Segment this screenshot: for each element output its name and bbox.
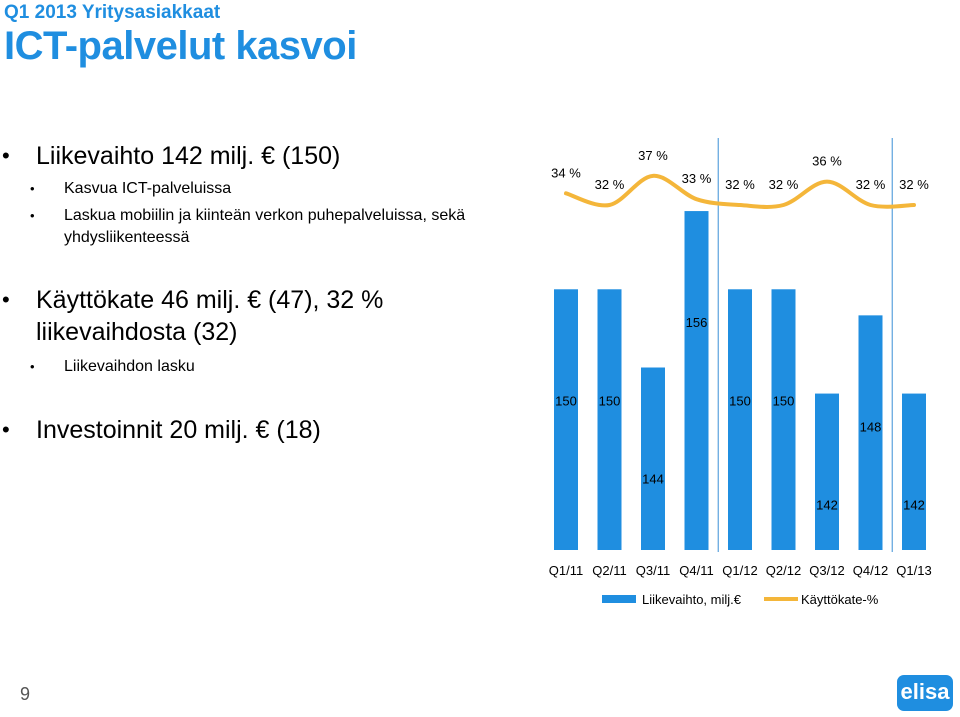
ebitda-percent-label: 37 % [638, 147, 668, 163]
ebitda-percent-label: 34 % [551, 165, 581, 181]
revenue-ebitda-chart [520, 130, 950, 620]
revenue-bar-label: 142 [903, 497, 925, 513]
category-label: Q4/12 [852, 563, 889, 578]
ebitda-percent-label: 32 % [725, 177, 755, 192]
category-label: Q1/13 [896, 563, 932, 578]
bullet-ebitda: • Käyttökate 46 milj. € (47), 32 % liikevaihdosta (32) [0, 284, 506, 348]
revenue-bar [598, 289, 622, 550]
page-number: 9 [20, 684, 31, 704]
bullet-ebitda-sub1: • Liikevaihdon lasku [0, 356, 524, 378]
revenue-bar [902, 394, 926, 550]
category-label: Q2/11 [592, 563, 627, 578]
revenue-bar-label: 150 [729, 393, 751, 409]
legend-revenue-label: Liikevaihto, milj.€ [642, 592, 741, 607]
category-label: Q1/11 [548, 563, 584, 578]
ebitda-percent-label: 36 % [812, 153, 842, 169]
category-label: Q2/12 [765, 563, 802, 578]
revenue-bar [772, 289, 796, 550]
bullet-revenue: • Liikevaihto 142 milj. € (150) [0, 140, 506, 172]
revenue-bar-label: 150 [555, 393, 577, 409]
revenue-bar-label: 142 [816, 497, 838, 513]
page-title: ICT-palvelut kasvoi [4, 24, 357, 68]
revenue-bar [685, 211, 709, 550]
ebitda-percent-label: 33 % [681, 171, 712, 187]
section-subtitle: Q1 2013 Yritysasiakkaat [4, 2, 221, 23]
legend-ebitda-label: Käyttökate-% [801, 592, 879, 607]
ebitda-percent-label: 32 % [855, 177, 886, 192]
revenue-bar-label: 156 [685, 315, 708, 331]
ebitda-percent-label: 32 % [768, 177, 799, 192]
revenue-bar [554, 289, 578, 550]
bullet-capex: • Investoinnit 20 milj. € (18) [0, 414, 506, 446]
category-label: Q3/12 [809, 563, 845, 578]
bullet-revenue-sub1: • Kasvua ICT-palveluissa [0, 178, 524, 200]
revenue-bar-label: 148 [859, 419, 882, 435]
ebitda-percent-label: 32 % [594, 177, 625, 192]
category-label: Q4/11 [679, 563, 714, 578]
legend-revenue-swatch [602, 595, 636, 603]
revenue-bar [641, 368, 665, 551]
ebitda-percent-label: 32 % [899, 177, 929, 192]
revenue-bar-label: 150 [772, 393, 795, 409]
category-label: Q3/11 [635, 563, 671, 578]
revenue-bar [728, 289, 752, 550]
revenue-bar [815, 394, 839, 550]
revenue-bar-label: 144 [642, 471, 664, 487]
revenue-bar-label: 150 [598, 393, 621, 409]
bullet-revenue-sub2: • Laskua mobiilin ja kiinteän verkon puhepalveluissa, sekä yhdysliikenteessä [0, 205, 524, 249]
category-label: Q1/12 [722, 563, 758, 578]
elisa-logo: elisa [897, 675, 953, 711]
